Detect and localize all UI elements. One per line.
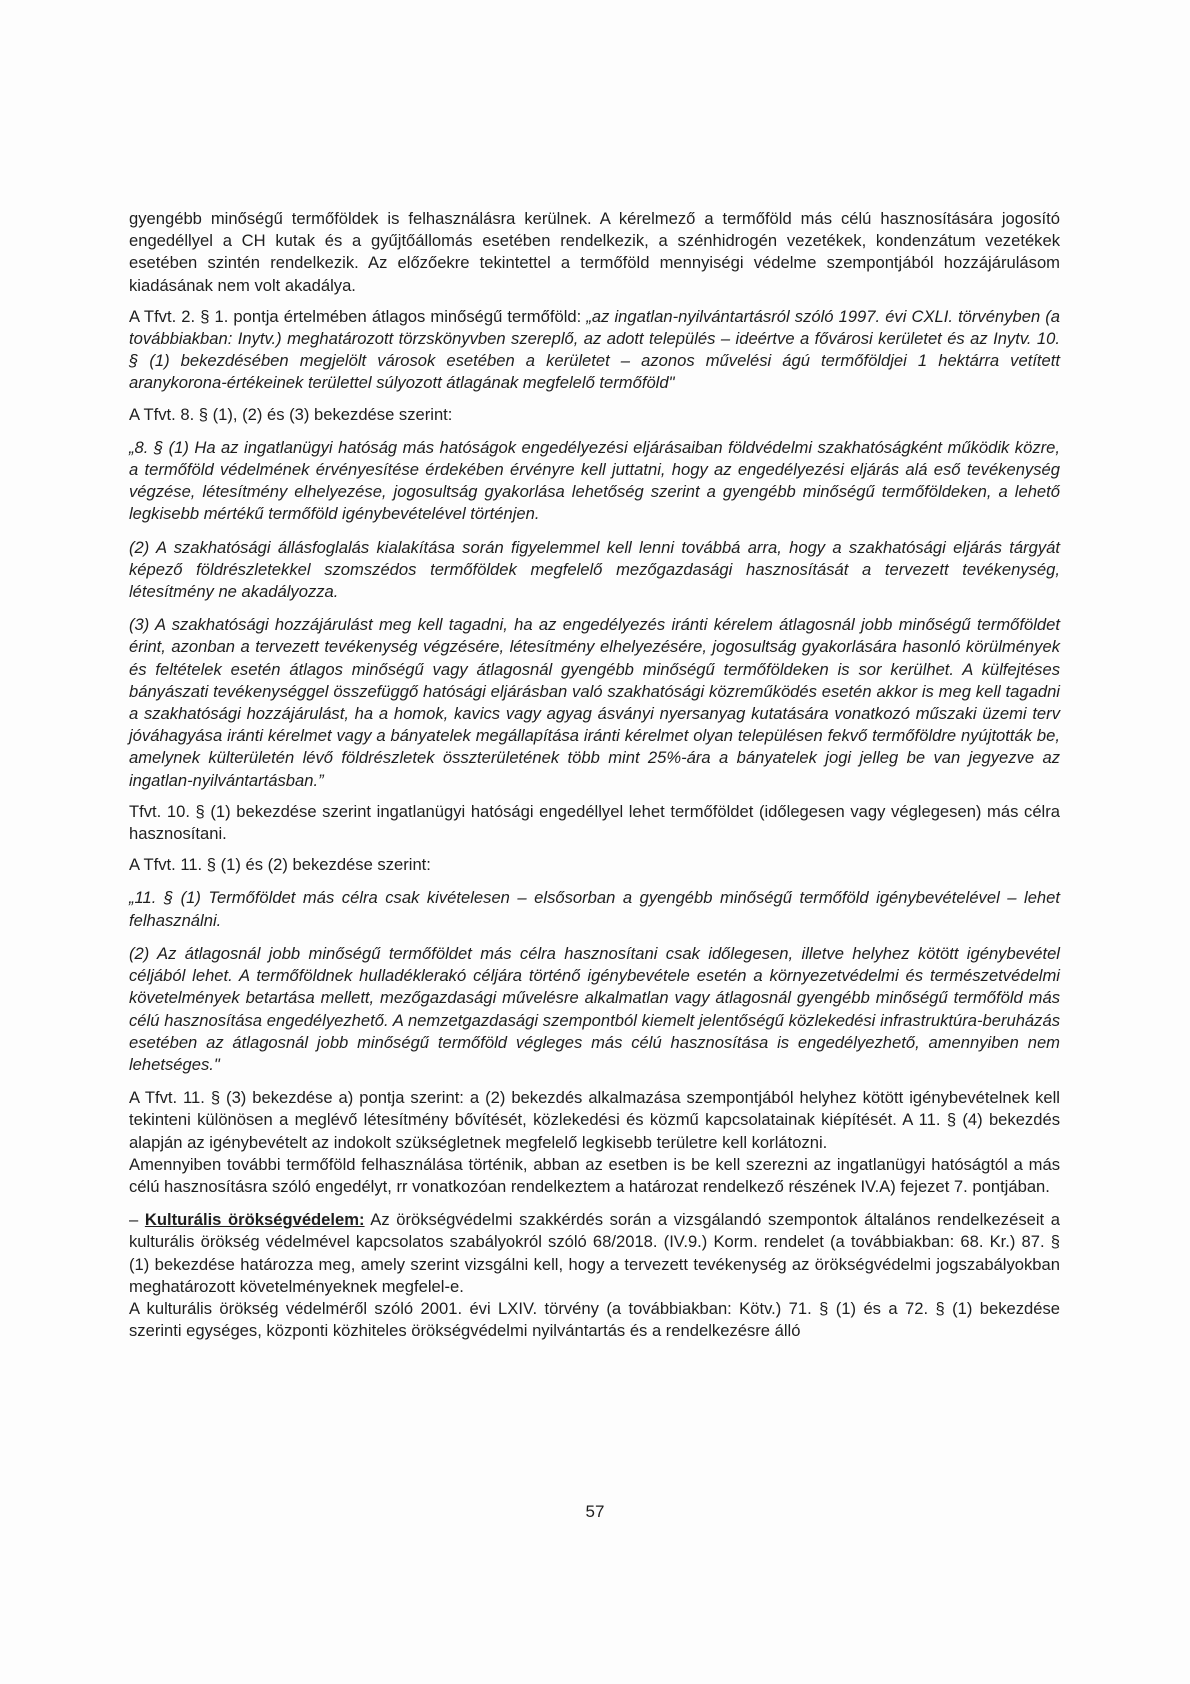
paragraph-tfvt-2-lead: A Tfvt. 2. § 1. pontja értelmében átlagos minőségű termőföld: [129, 306, 587, 326]
quote-tfvt-11-1: „11. § (1) Termőföldet más célra csak kivételesen – elsősorban a gyengébb minőségű termőföld igénybevételével – lehet felhasználni. [129, 888, 1060, 930]
paragraph-tfvt-2 [129, 306, 1060, 395]
section-heading-cultural-heritage: Kulturális örökségvédelem: [144, 1210, 365, 1230]
quote-tfvt-8-3: (3) A szakhatósági hozzájárulást meg kell tagadni, ha az engedélyezés iránti kérelem átlagosnál jobb minőségű termőföldet érint, azonban a tervezett tevékenység végzésére, létesítmény elhelyezésére, jogosultság gyakorlására hasonló körülmények és feltételek esetén átlagos minőségű vagy átlagosnál gyengébb minőségű termőföldeken is sor kerülhet. A külfejtéses bányászati tevékenységgel összefüggő hatósági eljárásban való szakhatósági közreműködés esetén akkor is meg kell tagadni a szakhatósági hozzájárulást, ha a homok, kavics vagy agyag ásványi nyersanyag kutatására vonatkozó műszaki üzemi terv jóváhagyása iránti kérelmet vagy a bányatelek megállapítása iránti kérelmet olyan településen fekvő termőföldre nyújtották be, amelynek külterületén lévő földrészletek összterületének több mint 25%-ára a bányatelek jogi jelleg be van jegyezve az ingatlan-nyilvántartásban.” [129, 615, 1060, 790]
paragraph-cultural-heritage [129, 1209, 1060, 1298]
paragraph-tfvt-11-3: A Tfvt. 11. § (3) bekezdése a) pontja szerint: a (2) bekezdés alkalmazása szempontjából helyhez kötött igénybevételnek kell tekinteni különösen a meglévő létesítmény bővítését, közlekedési és közmű kapcsolatainak kiépítését. A 11. § (4) bekezdés alapján az igénybevételt az indokolt szükségletnek megfelelő legkisebb területre kell korlátozni. [129, 1088, 1060, 1152]
paragraph-additional-soil: Amennyiben további termőföld felhasználása történik, abban az esetben is be kell szerezni az ingatlanügyi hatóságtól a más célú hasznosításra szóló engedélyt, rr vonatkozóan rendelkeztem a határozat rendelkező részének IV.A) fejezet 7. pontjában. [129, 1154, 1060, 1196]
quote-tfvt-8-2: (2) A szakhatósági állásfoglalás kialakítása során figyelemmel kell lenni továbbá arra, hogy a szakhatósági eljárás tárgyát képező földrészletekkel szomszédos termőföldek megfelelő mezőgazdasági hasznosítását a tervezett tevékenység, létesítmény ne akadályozza. [129, 537, 1060, 602]
quote-tfvt-8-1: „8. § (1) Ha az ingatlanügyi hatóság más hatóságok engedélyezési eljárásaiban földvédelmi szakhatóságként működik közre, a termőföld védelmének érvényesítése érdekében érvényre kell juttatni, hogy az engedélyezési eljárás alá eső tevékenység végzése, létesítmény elhelyezése, jogosultság gyakorlása lehetőség szerint a gyengébb minőségű termőföldeken, a lehető legkisebb mértékű termőföld igénybevételével történjen. [129, 437, 1060, 524]
paragraph-tfvt-8-intro: A Tfvt. 8. § (1), (2) és (3) bekezdése szerint: [129, 404, 453, 424]
paragraph-kotv: A kulturális örökség védelméről szóló 2001. évi LXIV. törvény (a továbbiakban: Kötv.) 71. § (1) és a 72. § (1) bekezdése szerinti egységes, központi közhiteles örökségvédelmi nyilvántartás és a rendelkezésre álló [129, 1298, 1060, 1341]
page-number: 57 [585, 1502, 605, 1521]
document-body [129, 208, 1060, 1342]
paragraph-tfvt-2-quote: „az ingatlan-nyilvántartásról szóló 1997. évi CXLI. törvényben (a továbbiakban: Inytv.) meghatározott törzskönyvben szereplő, az adott település – ideértve a fővárosi kerületet és az Inytv. 10. § (1) bekezdésében megjelölt városok esetében a kerületet – azonos művelési ágú termőföldjei 1 hektárra vetített aranykorona-értékeinek területtel súlyozott átlagának megfelelő termőföld" [129, 306, 1061, 393]
paragraph-tfvt-11-intro: A Tfvt. 11. § (1) és (2) bekezdése szerint: [129, 855, 431, 875]
paragraph-cultural-heritage-text: Az örökségvédelmi szakkérdés során a vizsgálandó szempontok általános rendelkezéseit a kulturális örökség védelmével kapcsolatos szabályokról szóló 68/2018. (IV.9.) Korm. rendelet (a továbbiakban: 68. Kr.) 87. § (1) bekezdése határozza meg, amely szerint vizsgálni kell, hogy a tervezett tevékenység az örökségvédelmi jogszabályokban meghatározott követelményeknek megfelel-e. [129, 1210, 1061, 1296]
dash-marker: – [129, 1210, 145, 1230]
paragraph-tfvt-10: Tfvt. 10. § (1) bekezdése szerint ingatlanügyi hatósági engedéllyel lehet termőföldet (időlegesen vagy véglegesen) más célra hasznosítani. [129, 801, 1060, 844]
quote-tfvt-11-2: (2) Az átlagosnál jobb minőségű termőföldet más célra hasznosítani csak időlegesen, illetve helyhez kötött igénybevétel céljából lehet. A termőföldnek hulladéklerakó céljára történő igénybevétele esetén a környezetvédelmi és természetvédelmi követelmények betartása mellett, mezőgazdasági művelésre alkalmatlan vagy átlagosnál gyengébb minőségű termőföld más célú hasznosítása engedélyezhető. A nemzetgazdasági szempontból kiemelt jelentőségű közlekedési infrastruktúra-beruházás esetében az átlagosnál jobb minőségű termőföld végleges más célú hasznosítása is engedélyezhető, amennyiben nem lehetséges." [129, 943, 1060, 1074]
paragraph-soil-quality: gyengébb minőségű termőföldek is felhasználásra kerülnek. A kérelmező a termőföld más célú hasznosítására jogosító engedéllyel a CH kutak és a gyűjtőállomás esetében rendelkezik, a szénhidrogén vezetékek, kondenzátum vezetékek esetében szintén rendelkezik. Az előzőekre tekintettel a termőföld mennyiségi védelme szempontjából hozzájárulásom kiadásának nem volt akadálya. [129, 209, 1060, 295]
